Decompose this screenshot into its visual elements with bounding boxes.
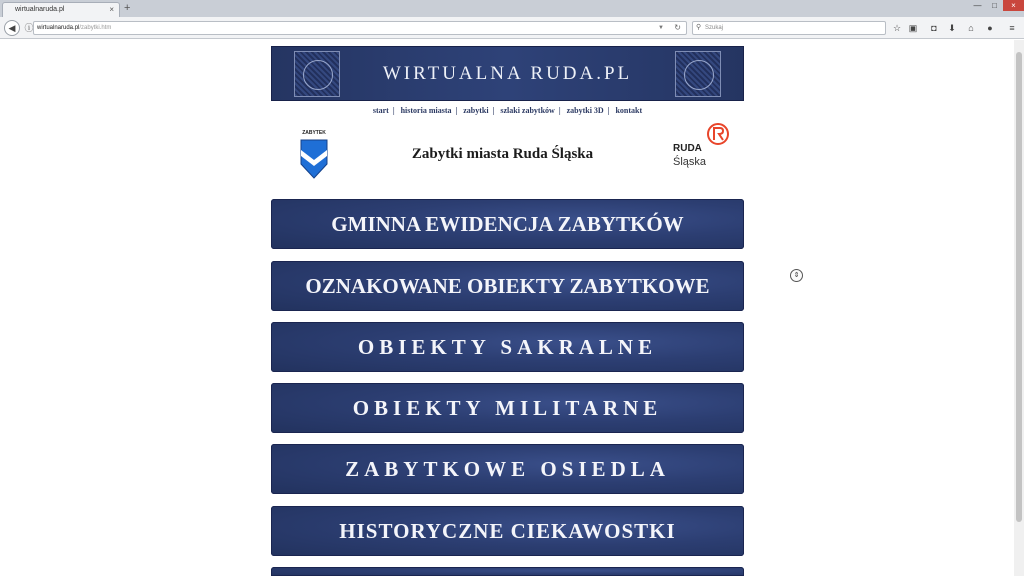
menu-zabytki[interactable]: zabytki	[463, 106, 489, 115]
category-historyczne-ciekawostki-button[interactable]: HISTORYCZNE CIEKAWOSTKI	[271, 506, 744, 556]
blue-shield-icon	[300, 138, 328, 180]
menu-separator: |	[558, 106, 561, 115]
reload-icon[interactable]: ↻	[674, 23, 681, 32]
hamburger-menu-icon[interactable]: ≡	[1009, 23, 1015, 33]
maximize-button[interactable]: □	[992, 1, 997, 10]
top-menu	[271, 106, 744, 115]
new-tab-button[interactable]: +	[124, 2, 131, 14]
download-icon[interactable]: ⬇	[948, 23, 956, 33]
ruda-logo-icon	[706, 122, 730, 146]
search-placeholder: Szukaj	[705, 25, 724, 31]
category-obiekty-militarne-button[interactable]: OBIEKTY MILITARNE	[271, 383, 744, 433]
close-window-button[interactable]: ×	[1003, 0, 1024, 11]
history-dropdown-icon[interactable]: ▼	[658, 25, 664, 31]
address-bar[interactable]	[33, 21, 687, 35]
menu-separator: |	[392, 106, 395, 115]
menu-separator: |	[607, 106, 610, 115]
category-gminna-ewidencja-button[interactable]: GMINNA EWIDENCJA ZABYTKÓW	[271, 199, 744, 249]
menu-separator: |	[492, 106, 495, 115]
browser-tab[interactable]	[2, 2, 120, 17]
banner-title: WIRTUALNA RUDA.PL	[382, 63, 633, 84]
chat-icon[interactable]: ●	[987, 23, 993, 33]
tab-bar	[0, 0, 1024, 17]
search-icon: ⚲	[696, 24, 702, 31]
tab-title: wirtualnaruda.pl	[15, 6, 65, 13]
pocket-icon[interactable]: ◘	[931, 23, 937, 33]
menu-historia-miasta[interactable]: historia miasta	[400, 106, 452, 115]
site-banner[interactable]	[271, 46, 744, 101]
category-partial-button[interactable]	[271, 567, 744, 576]
menu-zabytki-3d[interactable]: zabytki 3D	[566, 106, 604, 115]
search-input[interactable]	[692, 21, 886, 35]
vertical-scrollbar[interactable]	[1014, 40, 1024, 576]
autoscroll-cursor-icon: ⇕	[790, 269, 803, 282]
menu-separator: |	[455, 106, 458, 115]
url-host: wirtualnaruda.pl	[37, 25, 80, 31]
navigation-bar	[0, 17, 1024, 39]
category-oznakowane-obiekty-button[interactable]: OZNAKOWANE OBIEKTY ZABYTKOWE	[271, 261, 744, 311]
tab-close-icon[interactable]: ×	[109, 5, 114, 14]
back-arrow-icon[interactable]: ◀	[4, 20, 20, 36]
star-icon[interactable]: ☆	[892, 23, 902, 33]
menu-start[interactable]: start	[372, 106, 389, 115]
ruda-logo-line2: Śląska	[673, 156, 707, 168]
menu-szlaki-zabytkow[interactable]: szlaki zabytków	[500, 106, 555, 115]
menu-kontakt[interactable]: kontakt	[615, 106, 643, 115]
zabytek-logo	[298, 130, 330, 180]
ruda-slaska-logo[interactable]	[670, 122, 732, 172]
ruda-logo-line1: RUDA	[673, 143, 702, 154]
home-icon[interactable]: ⌂	[968, 23, 974, 33]
minimize-button[interactable]: —	[973, 1, 982, 10]
reading-list-icon[interactable]: ▣	[908, 23, 918, 33]
zabytek-logo-caption: ZABYTEK	[302, 130, 326, 136]
category-obiekty-sakralne-button[interactable]: OBIEKTY SAKRALNE	[271, 322, 744, 372]
site-info-icon[interactable]: ⓘ	[24, 23, 34, 33]
scrollbar-thumb[interactable]	[1016, 52, 1022, 522]
url-path: /zabytki.htm	[79, 25, 112, 31]
page-subtitle: Zabytki miasta Ruda Śląska	[411, 146, 594, 162]
category-zabytkowe-osiedla-button[interactable]: ZABYTKOWE OSIEDLA	[271, 444, 744, 494]
